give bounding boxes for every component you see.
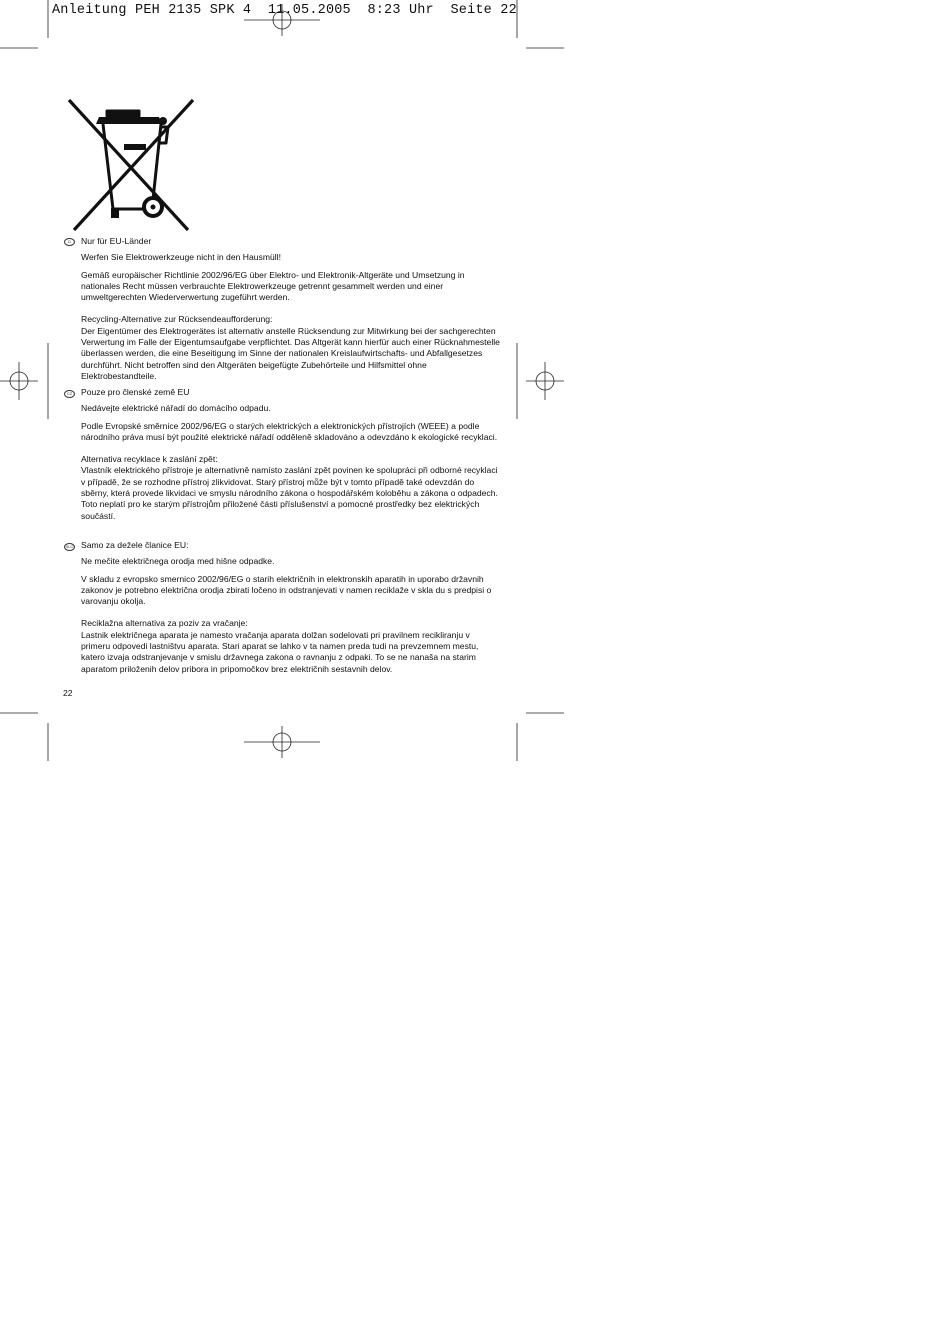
crossed-out-wheelie-bin-icon — [66, 97, 196, 233]
sub-text: Lastnik električnega aparata je namesto vračanja aparata dolžan sodelovati pri pravilnem recikliranju v primeru odpovedi lastništvu aparata. Stari aparat se lahko v ta namen preda tudi na prevzemnem mestu, katero izvaja odstranjevanje v smislu državnega zakona o ravnanju z odpaki. To se ne nanaša na starim aparatom priloženih delov pribora in pripomočkov brez električnih sestavnih delov. — [81, 629, 479, 674]
page-number: 22 — [63, 688, 73, 698]
paragraph: V skladu z evropsko smernico 2002/96/EG o starih električnih in elektronskih aparatih in uporabo državnih zakonov je potrebno električna orodja zbirati ločeno in odstranjevati v namen reciklaže v skla du s predpisi o varovanju okolja. — [81, 573, 492, 607]
flag-icon-cz: CZ — [64, 390, 75, 398]
section-cz — [81, 387, 501, 528]
section-heading: Nur für EU-Länder — [81, 236, 152, 246]
section-de — [81, 236, 501, 388]
sub-title: Alternativa recyklace k zaslání zpět: — [81, 454, 218, 465]
sub-title: Reciklažna alternativa za poziv za vračanje: — [81, 618, 248, 629]
paragraph: Gemäß europäischer Richtlinie 2002/96/EG über Elektro- und Elektronik-Altgeräte und Umsetzung in nationales Recht müssen verbrauchte Elektrowerkzeuge getrennt gesammelt werden und einer umweltgerechten Wiederverwertung zugeführt werden. — [81, 269, 465, 303]
section-heading: Pouze pro členské země EU — [81, 387, 190, 397]
sub-title: Recycling-Alternative zur Rücksendeaufforderung: — [81, 314, 273, 325]
flag-icon-de: D — [64, 238, 75, 246]
paragraph: Ne mečite električnega orodja med hišne odpadke. — [81, 556, 275, 567]
paragraph: Werfen Sie Elektrowerkzeuge nicht in den Hausmüll! — [81, 252, 281, 263]
sub-text: Der Eigentümer des Elektrogerätes ist alternativ anstelle Rücksendung zur Mitwirkung bei der sachgerechten Verwertung im Falle der Eigentumsaufgabe verpflichtet. Das Altgerät kann hierfür auch einer Rücknahmestelle überlassen werden, die eine Beseitigung im Sinne der nationalen Kreislaufwirtschafts- und Abfallgesetzes durchführt. Nicht betroffen sind den Altgeräten beigefügte Zubehörteile und Hilfsmittel ohne Elektrobestandteile. — [81, 325, 500, 381]
print-slug-line: Anleitung PEH 2135 SPK 4 11.05.2005 8:23 Uhr Seite 22 — [52, 3, 517, 18]
section-slo — [81, 540, 501, 681]
paragraph: Podle Evropské směrnice 2002/96/EG o starých elektrických a elektronických přístrojích (WEEE) a podle národního práva musí být použité elektrické nářadí odděleně skladováno a odevzdáno k ekologické recyklaci. — [81, 420, 498, 442]
sub-text: Vlastník elektrického přístroje je alternativně namísto zaslání zpět povinen ke spolupráci při odborné recyklaci v případě, že se rozhodne přístroj zlikvidovat. Starý přístroj může být v tomto případě také odevzdán do sběrny, která provede likvidaci ve smyslu národního zákona o hospodářském koloběhu a zákona o odpadech. Toto neplatí pro ke starým přístrojům přiložené části příslušenství a pomocné prostředky bez elektrických součástí. — [81, 465, 498, 521]
flag-icon-slo: SLO — [65, 544, 74, 549]
paragraph: Nedávejte elektrické nářadí do domácího odpadu. — [81, 403, 271, 414]
section-heading: Samo za dežele članice EU: — [81, 540, 189, 550]
